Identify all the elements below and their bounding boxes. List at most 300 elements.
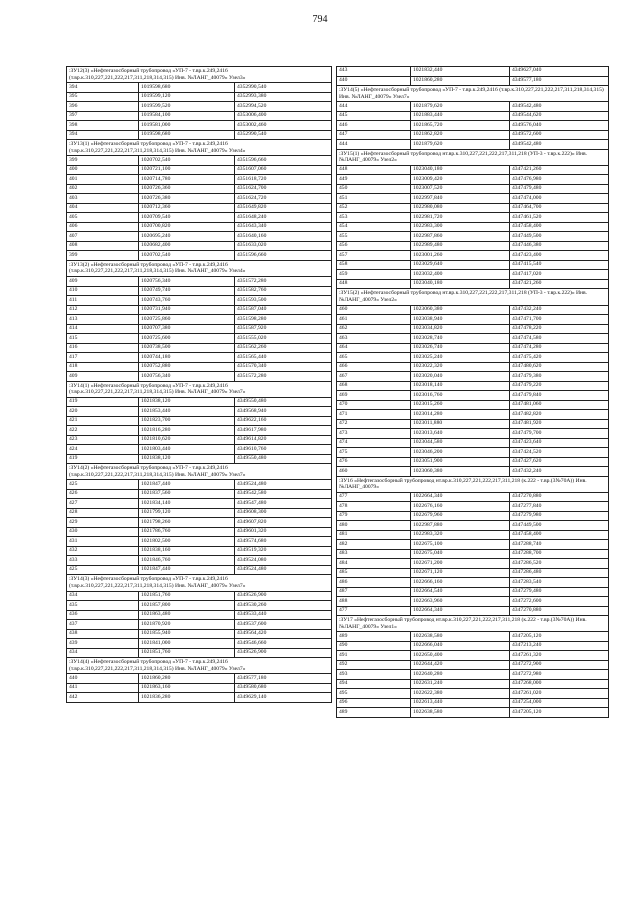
x-coordinate: 1021798,260 — [139, 518, 235, 528]
x-coordinate: 1020714,780 — [139, 175, 235, 185]
table-row — [337, 587, 609, 597]
x-coordinate: 1020700,820 — [139, 222, 235, 232]
table-row — [337, 251, 609, 261]
point-number: 401 — [67, 175, 139, 185]
x-coordinate: 1021879,620 — [411, 140, 510, 150]
x-coordinate: 1021802,500 — [139, 537, 235, 547]
x-coordinate: 1022983,320 — [411, 530, 510, 540]
table-row — [67, 601, 332, 611]
x-coordinate: 1022980,080 — [411, 203, 510, 213]
point-number: 440 — [67, 674, 139, 684]
table-row — [67, 397, 332, 407]
table-row — [67, 480, 332, 490]
point-number: 399 — [67, 251, 139, 261]
point-number: 445 — [337, 111, 411, 121]
y-coordinate: 4347272,900 — [510, 660, 609, 670]
point-number: 446 — [337, 121, 411, 131]
point-number: 395 — [67, 92, 139, 102]
point-number: 491 — [337, 651, 411, 661]
y-coordinate: 4351555,020 — [235, 334, 332, 344]
section-header-row — [67, 658, 332, 674]
table-row — [337, 651, 609, 661]
x-coordinate: 1021855,940 — [139, 629, 235, 639]
table-row — [337, 660, 609, 670]
table-row — [67, 372, 332, 382]
point-number: 475 — [337, 448, 411, 458]
x-coordinate: 1021847,440 — [139, 480, 235, 490]
x-coordinate: 1021853,440 — [139, 407, 235, 417]
x-coordinate: 1020682,400 — [139, 241, 235, 251]
y-coordinate: 4347213,240 — [510, 641, 609, 651]
y-coordinate: 4349622,160 — [235, 416, 332, 426]
x-coordinate: 1023015,260 — [411, 400, 510, 410]
table-row — [67, 222, 332, 232]
section-header-row — [337, 289, 609, 305]
x-coordinate: 1021832,440 — [411, 67, 510, 77]
point-number: 399 — [67, 156, 139, 166]
table-row — [337, 184, 609, 194]
point-number: 455 — [337, 232, 411, 242]
table-row — [337, 111, 609, 121]
table-row — [337, 606, 609, 616]
point-number: 462 — [337, 324, 411, 334]
table-row — [337, 698, 609, 708]
point-number: 407 — [67, 232, 139, 242]
x-coordinate: 1019599,520 — [139, 102, 235, 112]
coordinates-table-right — [336, 66, 609, 718]
point-number: 418 — [67, 362, 139, 372]
point-number: 422 — [67, 426, 139, 436]
point-number: 469 — [337, 391, 411, 401]
x-coordinate: 1023016,760 — [411, 391, 510, 401]
x-coordinate: 1021863,160 — [139, 683, 235, 693]
x-coordinate: 1023051,900 — [411, 457, 510, 467]
x-coordinate: 1021847,440 — [139, 565, 235, 575]
y-coordinate: 4347474,000 — [510, 194, 609, 204]
x-coordinate: 1021803,440 — [139, 445, 235, 455]
point-number: 435 — [67, 601, 139, 611]
table-row — [67, 184, 332, 194]
table-row — [67, 693, 332, 703]
point-number: 477 — [337, 606, 411, 616]
section-header-row — [337, 149, 609, 165]
point-number: 457 — [337, 251, 411, 261]
x-coordinate: 1022675,100 — [411, 540, 510, 550]
y-coordinate: 4347279,480 — [510, 587, 609, 597]
table-row — [67, 213, 332, 223]
y-coordinate: 4347421,260 — [510, 279, 609, 289]
x-coordinate: 1023032,400 — [411, 270, 510, 280]
point-number: 405 — [67, 213, 139, 223]
section-title: :ЗУ14(4) «Нефтегазосборный трубопровод «УП-7 - т.вр.к.249,2416 (т.вр.к.310,227,221,222,217,311,218,314,315) Инв. №ЛАНГ_40079» Узел7» — [67, 658, 332, 674]
table-row — [67, 241, 332, 251]
y-coordinate: 4349577,180 — [235, 674, 332, 684]
point-number: 486 — [337, 578, 411, 588]
table-row — [67, 362, 332, 372]
y-coordinate: 4347261,320 — [510, 651, 609, 661]
section-title: :ЗУ17 «Нефтегазосборный трубопровод нт.вр.к.310,227,221,222,217,311,218 (к.222 - т.вр.(3№70А)) Инв. №ЛАНГ_40079» Узел1» — [337, 616, 609, 632]
table-row — [337, 391, 609, 401]
y-coordinate: 4349564,420 — [235, 629, 332, 639]
table-row — [67, 324, 332, 334]
x-coordinate: 1021860,280 — [139, 674, 235, 684]
y-coordinate: 4347261,020 — [510, 689, 609, 699]
point-number: 460 — [337, 467, 411, 477]
x-coordinate: 1021837,560 — [139, 489, 235, 499]
table-row — [67, 296, 332, 306]
table-row — [67, 92, 332, 102]
y-coordinate: 4347254,000 — [510, 698, 609, 708]
x-coordinate: 1023060,380 — [411, 305, 510, 315]
table-row — [67, 277, 332, 287]
y-coordinate: 4347482,820 — [510, 410, 609, 420]
x-coordinate: 1023020,040 — [411, 372, 510, 382]
y-coordinate: 4349627,040 — [510, 67, 609, 77]
point-number: 460 — [337, 305, 411, 315]
point-number: 471 — [337, 410, 411, 420]
x-coordinate: 1021865,720 — [411, 121, 510, 131]
table-row — [337, 175, 609, 185]
y-coordinate: 4351618,720 — [235, 175, 332, 185]
point-number: 400 — [67, 165, 139, 175]
y-coordinate: 4349568,940 — [235, 407, 332, 417]
section-title: :ЗУ16 «Нефтегазосборный трубопровод нт.вр.к.310,227,221,222,217,311,218 (к.222 - т.вр.(3№70А)) Инв. №ЛАНГ_40079» — [337, 476, 609, 492]
table-row — [337, 689, 609, 699]
table-row — [67, 232, 332, 242]
point-number: 442 — [67, 693, 139, 703]
section-title: :ЗУ15(1) «Нефтегазосборный трубопровод нт.вр.к.310,227,221,222,217,311,218 (УП-3 - т.вр.к.222)» Инв. №ЛАНГ_40079» Узел2» — [337, 149, 609, 165]
table-row — [337, 102, 609, 112]
table-row — [337, 457, 609, 467]
y-coordinate: 4352994,520 — [235, 102, 332, 112]
point-number: 490 — [337, 641, 411, 651]
x-coordinate: 1021862,820 — [411, 130, 510, 140]
y-coordinate: 4351587,920 — [235, 324, 332, 334]
table-row — [337, 400, 609, 410]
x-coordinate: 1022981,720 — [411, 213, 510, 223]
table-row — [67, 203, 332, 213]
x-coordinate: 1022613,440 — [411, 698, 510, 708]
x-coordinate: 1021846,760 — [139, 556, 235, 566]
point-number: 496 — [337, 698, 411, 708]
table-row — [337, 632, 609, 642]
x-coordinate: 1022638,580 — [411, 708, 510, 718]
table-row — [337, 270, 609, 280]
y-coordinate: 4352990,540 — [235, 130, 332, 140]
y-coordinate: 4347277,840 — [510, 502, 609, 512]
y-coordinate: 4349610,760 — [235, 445, 332, 455]
y-coordinate: 4349524,480 — [235, 565, 332, 575]
section-title: :ЗУ14(1) «Нефтегазосборный трубопровод «УП-7 - т.вр.к.249,2416 (т.вр.к.310,227,221,222,217,311,218,314,315) Инв. №ЛАНГ_40079» Узел7» — [67, 381, 332, 397]
y-coordinate: 4347479,840 — [510, 391, 609, 401]
x-coordinate: 1023014,280 — [411, 410, 510, 420]
point-number: 466 — [337, 362, 411, 372]
y-coordinate: 4349629,140 — [235, 693, 332, 703]
table-row — [67, 499, 332, 509]
x-coordinate: 1022671,200 — [411, 559, 510, 569]
table-row — [67, 610, 332, 620]
table-row — [337, 324, 609, 334]
y-coordinate: 4347478,220 — [510, 324, 609, 334]
x-coordinate: 1021870,920 — [139, 620, 235, 630]
y-coordinate: 4352993,380 — [235, 92, 332, 102]
x-coordinate: 1023029,640 — [411, 260, 510, 270]
point-number: 439 — [67, 639, 139, 649]
table-row — [337, 241, 609, 251]
y-coordinate: 4349526,900 — [235, 591, 332, 601]
table-row — [67, 546, 332, 556]
x-coordinate: 1023040,180 — [411, 279, 510, 289]
point-number: 414 — [67, 324, 139, 334]
point-number: 461 — [337, 315, 411, 325]
x-coordinate: 1021857,800 — [139, 601, 235, 611]
x-coordinate: 1020749,740 — [139, 286, 235, 296]
x-coordinate: 1020712,360 — [139, 203, 235, 213]
section-header-row — [67, 464, 332, 480]
point-number: 410 — [67, 286, 139, 296]
point-number: 423 — [67, 435, 139, 445]
section-title: :ЗУ12(3) «Нефтегазосборный трубопровод «УП-7 - т.вр.к.249,2416 (т.вр.к.310,227,221,222,217,311,218,314,315) Инв. №ЛАНГ_40079» Узел3» — [67, 67, 332, 83]
y-coordinate: 4347423,640 — [510, 438, 609, 448]
y-coordinate: 4349617,980 — [235, 426, 332, 436]
y-coordinate: 4351572,280 — [235, 372, 332, 382]
y-coordinate: 4347479,380 — [510, 372, 609, 382]
point-number: 492 — [337, 660, 411, 670]
point-number: 409 — [67, 372, 139, 382]
table-row — [337, 315, 609, 325]
point-number: 489 — [337, 632, 411, 642]
table-row — [337, 448, 609, 458]
y-coordinate: 4347476,980 — [510, 175, 609, 185]
point-number: 447 — [337, 130, 411, 140]
x-coordinate: 1022679,960 — [411, 511, 510, 521]
point-number: 463 — [337, 334, 411, 344]
x-coordinate: 1021883,440 — [411, 111, 510, 121]
section-title: :ЗУ14(5) «Нефтегазосборный трубопровод «УП-7 - т.вр.к.249,2416 (т.вр.к.310,227,221,222,217,311,218,314,315) Инв. №ЛАНГ_40079» Узел7» — [337, 86, 609, 102]
y-coordinate: 4347458,400 — [510, 222, 609, 232]
y-coordinate: 4351587,040 — [235, 305, 332, 315]
coordinates-table-left — [66, 66, 332, 703]
y-coordinate: 4349614,820 — [235, 435, 332, 445]
y-coordinate: 4349580,680 — [235, 683, 332, 693]
table-row — [337, 578, 609, 588]
y-coordinate: 4349576,040 — [510, 121, 609, 131]
x-coordinate: 1023013,640 — [411, 429, 510, 439]
y-coordinate: 4351649,820 — [235, 203, 332, 213]
y-coordinate: 4349608,300 — [235, 508, 332, 518]
point-number: 424 — [67, 445, 139, 455]
point-number: 484 — [337, 559, 411, 569]
table-row — [67, 591, 332, 601]
x-coordinate: 1019581,000 — [139, 121, 235, 131]
page-number: 794 — [312, 14, 328, 25]
point-number: 419 — [67, 397, 139, 407]
point-number: 398 — [67, 121, 139, 131]
point-number: 437 — [67, 620, 139, 630]
point-number: 425 — [67, 480, 139, 490]
point-number: 419 — [67, 454, 139, 464]
point-number: 430 — [67, 527, 139, 537]
table-row — [67, 83, 332, 93]
table-row — [337, 203, 609, 213]
point-number: 474 — [337, 438, 411, 448]
table-row — [67, 416, 332, 426]
point-number: 449 — [337, 175, 411, 185]
y-coordinate: 4349537,600 — [235, 620, 332, 630]
y-coordinate: 4347432,240 — [510, 305, 609, 315]
y-coordinate: 4351607,060 — [235, 165, 332, 175]
y-coordinate: 4347474,280 — [510, 343, 609, 353]
x-coordinate: 1020726,380 — [139, 194, 235, 204]
point-number: 487 — [337, 587, 411, 597]
x-coordinate: 1023009,420 — [411, 175, 510, 185]
table-row — [337, 305, 609, 315]
x-coordinate: 1020725,860 — [139, 315, 235, 325]
point-number: 473 — [337, 429, 411, 439]
x-coordinate: 1022987,860 — [411, 232, 510, 242]
table-row — [337, 67, 609, 77]
point-number: 488 — [337, 597, 411, 607]
y-coordinate: 4349530,260 — [235, 601, 332, 611]
table-row — [337, 232, 609, 242]
x-coordinate: 1023001,260 — [411, 251, 510, 261]
x-coordinate: 1023018,140 — [411, 381, 510, 391]
table-row — [337, 670, 609, 680]
table-row — [337, 502, 609, 512]
y-coordinate: 4353006,400 — [235, 111, 332, 121]
point-number: 476 — [337, 457, 411, 467]
table-row — [337, 521, 609, 531]
y-coordinate: 4349550,480 — [235, 397, 332, 407]
x-coordinate: 1023034,820 — [411, 324, 510, 334]
y-coordinate: 4347474,580 — [510, 334, 609, 344]
x-coordinate: 1021841,000 — [139, 639, 235, 649]
point-number: 467 — [337, 372, 411, 382]
point-number: 415 — [67, 334, 139, 344]
x-coordinate: 1021860,280 — [411, 76, 510, 86]
x-coordinate: 1020721,100 — [139, 165, 235, 175]
x-coordinate: 1020756,340 — [139, 277, 235, 287]
point-number: 472 — [337, 419, 411, 429]
x-coordinate: 1020738,500 — [139, 343, 235, 353]
point-number: 443 — [337, 67, 411, 77]
table-row — [337, 372, 609, 382]
point-number: 465 — [337, 353, 411, 363]
table-row — [337, 559, 609, 569]
table-row — [337, 641, 609, 651]
table-row — [67, 674, 332, 684]
y-coordinate: 4347458,400 — [510, 530, 609, 540]
x-coordinate: 1020725,600 — [139, 334, 235, 344]
x-coordinate: 1021823,700 — [139, 416, 235, 426]
y-coordinate: 4349542,480 — [510, 102, 609, 112]
y-coordinate: 4351593,500 — [235, 296, 332, 306]
section-header-row — [337, 86, 609, 102]
point-number: 404 — [67, 203, 139, 213]
point-number: 416 — [67, 343, 139, 353]
y-coordinate: 4349526,900 — [235, 648, 332, 658]
point-number: 413 — [67, 315, 139, 325]
point-number: 409 — [67, 277, 139, 287]
y-coordinate: 4347471,700 — [510, 315, 609, 325]
point-number: 440 — [337, 76, 411, 86]
point-number: 421 — [67, 416, 139, 426]
x-coordinate: 1021799,120 — [139, 508, 235, 518]
x-coordinate: 1023025,240 — [411, 353, 510, 363]
y-coordinate: 4351582,760 — [235, 286, 332, 296]
y-coordinate: 4347205,120 — [510, 632, 609, 642]
point-number: 434 — [67, 648, 139, 658]
table-row — [67, 454, 332, 464]
section-header-row — [67, 260, 332, 276]
section-header-row — [67, 381, 332, 397]
y-coordinate: 4349572,600 — [510, 130, 609, 140]
point-number: 452 — [337, 203, 411, 213]
table-row — [337, 492, 609, 502]
point-number: 411 — [67, 296, 139, 306]
x-coordinate: 1021838,160 — [139, 546, 235, 556]
y-coordinate: 4351643,340 — [235, 222, 332, 232]
table-row — [67, 315, 332, 325]
point-number: 438 — [67, 629, 139, 639]
table-row — [337, 121, 609, 131]
point-number: 448 — [337, 165, 411, 175]
point-number: 425 — [67, 565, 139, 575]
table-row — [337, 540, 609, 550]
x-coordinate: 1020743,760 — [139, 296, 235, 306]
point-number: 428 — [67, 508, 139, 518]
y-coordinate: 4347461,520 — [510, 213, 609, 223]
table-row — [337, 597, 609, 607]
y-coordinate: 4349601,320 — [235, 527, 332, 537]
table-row — [337, 334, 609, 344]
section-title: :ЗУ13(2) «Нефтегазосборный трубопровод «УП-7 - т.вр.к.249,2416 (т.вр.к.310,227,221,222,217,311,218,314,315) Инв. №ЛАНГ_40079» Узел4» — [67, 260, 332, 276]
section-title: :ЗУ15(2) «Нефтегазосборный трубопровод нт.вр.к.310,227,221,222,217,311,218 (УП-3 - т.вр.к.222)» Инв. №ЛАНГ_40079» Узел2» — [337, 289, 609, 305]
x-coordinate: 1020731,940 — [139, 305, 235, 315]
table-row — [337, 353, 609, 363]
x-coordinate: 1020695,240 — [139, 232, 235, 242]
table-row — [67, 305, 332, 315]
y-coordinate: 4347481,060 — [510, 400, 609, 410]
table-row — [67, 343, 332, 353]
y-coordinate: 4351565,440 — [235, 353, 332, 363]
point-number: 394 — [67, 83, 139, 93]
y-coordinate: 4347286,520 — [510, 559, 609, 569]
point-number: 406 — [67, 222, 139, 232]
y-coordinate: 4347272,600 — [510, 597, 609, 607]
y-coordinate: 4347479,480 — [510, 184, 609, 194]
y-coordinate: 4347270,880 — [510, 606, 609, 616]
y-coordinate: 4352990,540 — [235, 83, 332, 93]
section-title: :ЗУ14(3) «Нефтегазосборный трубопровод «УП-7 - т.вр.к.249,2416 (т.вр.к.310,227,221,222,217,311,218,314,315) Инв. №ЛАНГ_40079» Узел7» — [67, 575, 332, 591]
y-coordinate: 4347205,120 — [510, 708, 609, 718]
point-number: 464 — [337, 343, 411, 353]
point-number: 482 — [337, 540, 411, 550]
y-coordinate: 4349546,660 — [235, 639, 332, 649]
table-row — [67, 130, 332, 140]
point-number: 444 — [337, 102, 411, 112]
x-coordinate: 1022622,380 — [411, 689, 510, 699]
point-number: 451 — [337, 194, 411, 204]
y-coordinate: 4347423,400 — [510, 251, 609, 261]
table-row — [337, 130, 609, 140]
y-coordinate: 4347283,540 — [510, 578, 609, 588]
table-row — [67, 683, 332, 693]
y-coordinate: 4349547,480 — [235, 499, 332, 509]
point-number: 494 — [337, 679, 411, 689]
y-coordinate: 4347432,240 — [510, 467, 609, 477]
point-number: 429 — [67, 518, 139, 528]
